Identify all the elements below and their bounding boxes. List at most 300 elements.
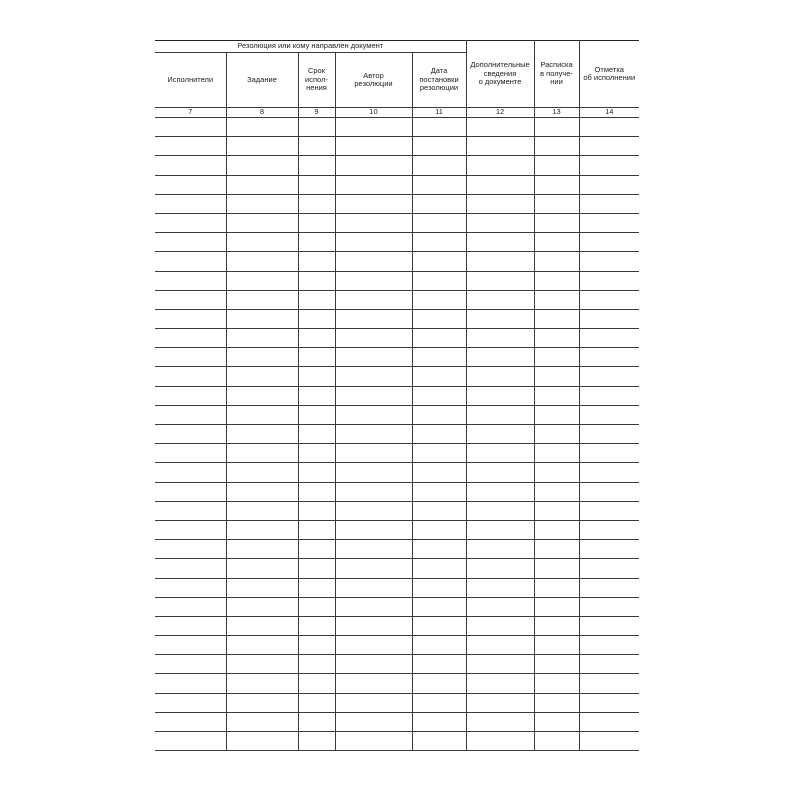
entry-cell-executors — [155, 213, 226, 232]
entry-cell-resolution_author — [335, 290, 412, 309]
entry-row — [155, 367, 639, 386]
entry-cell-completion_mark — [579, 252, 639, 271]
blank-entry-rows — [155, 118, 639, 751]
entry-cell-task — [226, 578, 298, 597]
entry-cell-deadline — [298, 213, 335, 232]
header-resolution-date — [412, 53, 466, 108]
entry-cell-task — [226, 674, 298, 693]
entry-cell-resolution_date — [412, 156, 466, 175]
entry-cell-resolution_author — [335, 348, 412, 367]
column-number: 14 — [579, 108, 639, 118]
entry-cell-deadline — [298, 290, 335, 309]
header-label: Срок испол- нения — [305, 66, 328, 93]
header-label: Расписка в получе- нии — [540, 60, 573, 87]
entry-cell-task — [226, 616, 298, 635]
entry-cell-executors — [155, 252, 226, 271]
entry-cell-receipt — [534, 540, 579, 559]
entry-cell-resolution_author — [335, 137, 412, 156]
entry-cell-receipt — [534, 175, 579, 194]
entry-cell-executors — [155, 348, 226, 367]
entry-cell-additional_info — [466, 501, 534, 520]
entry-cell-resolution_date — [412, 252, 466, 271]
entry-cell-completion_mark — [579, 329, 639, 348]
entry-cell-deadline — [298, 425, 335, 444]
entry-row — [155, 213, 639, 232]
column-number: 7 — [155, 108, 226, 118]
entry-cell-receipt — [534, 674, 579, 693]
entry-cell-resolution_date — [412, 444, 466, 463]
entry-cell-task — [226, 444, 298, 463]
entry-row — [155, 712, 639, 731]
entry-cell-receipt — [534, 348, 579, 367]
entry-cell-resolution_date — [412, 175, 466, 194]
entry-cell-resolution_author — [335, 463, 412, 482]
entry-cell-completion_mark — [579, 732, 639, 751]
entry-cell-executors — [155, 386, 226, 405]
entry-row — [155, 156, 639, 175]
entry-cell-resolution_date — [412, 520, 466, 539]
entry-cell-receipt — [534, 655, 579, 674]
entry-cell-executors — [155, 559, 226, 578]
entry-cell-executors — [155, 674, 226, 693]
entry-cell-executors — [155, 175, 226, 194]
entry-cell-deadline — [298, 309, 335, 328]
entry-cell-receipt — [534, 118, 579, 137]
entry-cell-resolution_author — [335, 367, 412, 386]
entry-row — [155, 693, 639, 712]
entry-cell-executors — [155, 540, 226, 559]
entry-cell-additional_info — [466, 597, 534, 616]
entry-cell-resolution_date — [412, 655, 466, 674]
entry-cell-task — [226, 348, 298, 367]
entry-cell-task — [226, 463, 298, 482]
entry-cell-additional_info — [466, 405, 534, 424]
entry-cell-completion_mark — [579, 712, 639, 731]
entry-cell-task — [226, 194, 298, 213]
entry-cell-completion_mark — [579, 386, 639, 405]
column-number: 10 — [335, 108, 412, 118]
entry-cell-completion_mark — [579, 616, 639, 635]
entry-cell-receipt — [534, 309, 579, 328]
entry-cell-resolution_date — [412, 693, 466, 712]
entry-row — [155, 463, 639, 482]
header-executors — [155, 53, 226, 108]
entry-cell-resolution_author — [335, 674, 412, 693]
entry-row — [155, 252, 639, 271]
entry-cell-additional_info — [466, 213, 534, 232]
entry-cell-deadline — [298, 118, 335, 137]
entry-cell-resolution_author — [335, 175, 412, 194]
entry-cell-resolution_author — [335, 636, 412, 655]
entry-cell-resolution_date — [412, 425, 466, 444]
entry-cell-additional_info — [466, 444, 534, 463]
entry-cell-deadline — [298, 233, 335, 252]
entry-row — [155, 309, 639, 328]
entry-cell-task — [226, 290, 298, 309]
entry-cell-receipt — [534, 520, 579, 539]
entry-cell-resolution_date — [412, 367, 466, 386]
entry-cell-deadline — [298, 674, 335, 693]
entry-cell-deadline — [298, 540, 335, 559]
entry-cell-resolution_author — [335, 712, 412, 731]
entry-cell-task — [226, 156, 298, 175]
entry-row — [155, 233, 639, 252]
entry-cell-receipt — [534, 482, 579, 501]
entry-cell-deadline — [298, 252, 335, 271]
entry-cell-additional_info — [466, 616, 534, 635]
entry-cell-receipt — [534, 156, 579, 175]
entry-cell-resolution_date — [412, 271, 466, 290]
entry-cell-task — [226, 271, 298, 290]
column-number: 11 — [412, 108, 466, 118]
entry-cell-receipt — [534, 271, 579, 290]
entry-cell-additional_info — [466, 194, 534, 213]
entry-cell-additional_info — [466, 712, 534, 731]
entry-cell-executors — [155, 636, 226, 655]
entry-row — [155, 348, 639, 367]
entry-cell-receipt — [534, 367, 579, 386]
entry-cell-task — [226, 482, 298, 501]
entry-cell-resolution_date — [412, 674, 466, 693]
entry-cell-additional_info — [466, 290, 534, 309]
entry-cell-receipt — [534, 636, 579, 655]
entry-row — [155, 616, 639, 635]
column-number: 9 — [298, 108, 335, 118]
entry-cell-receipt — [534, 463, 579, 482]
entry-cell-deadline — [298, 578, 335, 597]
entry-cell-executors — [155, 693, 226, 712]
entry-row — [155, 732, 639, 751]
header-label: Отметка об исполнении — [583, 64, 636, 82]
entry-cell-task — [226, 501, 298, 520]
entry-cell-executors — [155, 329, 226, 348]
entry-cell-completion_mark — [579, 137, 639, 156]
entry-cell-completion_mark — [579, 520, 639, 539]
entry-cell-additional_info — [466, 636, 534, 655]
entry-row — [155, 386, 639, 405]
entry-cell-additional_info — [466, 482, 534, 501]
entry-cell-receipt — [534, 194, 579, 213]
entry-cell-task — [226, 213, 298, 232]
entry-cell-resolution_author — [335, 118, 412, 137]
registration-form-page — [155, 40, 639, 751]
entry-cell-resolution_date — [412, 405, 466, 424]
entry-cell-executors — [155, 137, 226, 156]
entry-cell-resolution_date — [412, 309, 466, 328]
entry-cell-resolution_date — [412, 712, 466, 731]
entry-cell-executors — [155, 482, 226, 501]
entry-cell-deadline — [298, 732, 335, 751]
entry-cell-completion_mark — [579, 444, 639, 463]
entry-cell-completion_mark — [579, 463, 639, 482]
entry-cell-additional_info — [466, 309, 534, 328]
entry-cell-additional_info — [466, 175, 534, 194]
entry-cell-resolution_author — [335, 578, 412, 597]
entry-cell-task — [226, 712, 298, 731]
entry-cell-deadline — [298, 693, 335, 712]
entry-cell-deadline — [298, 175, 335, 194]
entry-cell-resolution_date — [412, 233, 466, 252]
entry-cell-resolution_date — [412, 463, 466, 482]
entry-cell-deadline — [298, 501, 335, 520]
entry-cell-task — [226, 655, 298, 674]
entry-cell-additional_info — [466, 520, 534, 539]
entry-cell-receipt — [534, 732, 579, 751]
entry-cell-additional_info — [466, 118, 534, 137]
entry-cell-executors — [155, 712, 226, 731]
entry-cell-completion_mark — [579, 213, 639, 232]
entry-cell-resolution_date — [412, 597, 466, 616]
entry-cell-receipt — [534, 405, 579, 424]
entry-cell-additional_info — [466, 386, 534, 405]
entry-cell-resolution_author — [335, 540, 412, 559]
entry-cell-executors — [155, 118, 226, 137]
entry-cell-resolution_author — [335, 252, 412, 271]
entry-cell-resolution_author — [335, 309, 412, 328]
entry-cell-executors — [155, 578, 226, 597]
entry-cell-completion_mark — [579, 118, 639, 137]
entry-cell-executors — [155, 194, 226, 213]
entry-cell-resolution_date — [412, 118, 466, 137]
entry-cell-additional_info — [466, 252, 534, 271]
entry-cell-deadline — [298, 597, 335, 616]
entry-cell-completion_mark — [579, 540, 639, 559]
entry-cell-resolution_author — [335, 271, 412, 290]
entry-row — [155, 674, 639, 693]
entry-cell-deadline — [298, 405, 335, 424]
header-label: Автор резолюции — [354, 70, 393, 88]
column-number: 12 — [466, 108, 534, 118]
entry-cell-resolution_author — [335, 156, 412, 175]
entry-cell-deadline — [298, 137, 335, 156]
entry-cell-additional_info — [466, 367, 534, 386]
entry-cell-receipt — [534, 213, 579, 232]
entry-cell-deadline — [298, 616, 335, 635]
entry-row — [155, 655, 639, 674]
entry-cell-completion_mark — [579, 156, 639, 175]
entry-cell-resolution_author — [335, 501, 412, 520]
entry-cell-task — [226, 252, 298, 271]
entry-cell-receipt — [534, 616, 579, 635]
entry-cell-resolution_date — [412, 732, 466, 751]
entry-cell-deadline — [298, 655, 335, 674]
entry-cell-receipt — [534, 444, 579, 463]
entry-cell-executors — [155, 233, 226, 252]
entry-cell-executors — [155, 501, 226, 520]
entry-row — [155, 194, 639, 213]
entry-cell-task — [226, 636, 298, 655]
entry-row — [155, 636, 639, 655]
entry-row — [155, 118, 639, 137]
entry-cell-additional_info — [466, 425, 534, 444]
entry-cell-additional_info — [466, 674, 534, 693]
entry-cell-resolution_date — [412, 501, 466, 520]
entry-cell-resolution_author — [335, 520, 412, 539]
entry-cell-deadline — [298, 463, 335, 482]
column-number: 8 — [226, 108, 298, 118]
entry-cell-resolution_author — [335, 482, 412, 501]
entry-cell-executors — [155, 425, 226, 444]
entry-cell-receipt — [534, 501, 579, 520]
entry-cell-resolution_date — [412, 386, 466, 405]
entry-cell-resolution_author — [335, 655, 412, 674]
entry-cell-receipt — [534, 233, 579, 252]
entry-cell-receipt — [534, 693, 579, 712]
entry-cell-executors — [155, 732, 226, 751]
entry-cell-resolution_date — [412, 290, 466, 309]
entry-cell-additional_info — [466, 693, 534, 712]
entry-cell-completion_mark — [579, 597, 639, 616]
entry-cell-completion_mark — [579, 501, 639, 520]
entry-cell-completion_mark — [579, 559, 639, 578]
entry-cell-completion_mark — [579, 693, 639, 712]
entry-cell-executors — [155, 520, 226, 539]
entry-cell-executors — [155, 271, 226, 290]
entry-cell-completion_mark — [579, 367, 639, 386]
header-resolution-author — [335, 53, 412, 108]
entry-cell-deadline — [298, 194, 335, 213]
entry-cell-deadline — [298, 367, 335, 386]
entry-cell-executors — [155, 444, 226, 463]
entry-cell-resolution_author — [335, 732, 412, 751]
entry-cell-completion_mark — [579, 290, 639, 309]
entry-cell-receipt — [534, 425, 579, 444]
entry-cell-task — [226, 367, 298, 386]
entry-cell-completion_mark — [579, 405, 639, 424]
entry-cell-task — [226, 425, 298, 444]
entry-cell-resolution_author — [335, 597, 412, 616]
entry-cell-executors — [155, 156, 226, 175]
entry-row — [155, 597, 639, 616]
entry-cell-task — [226, 137, 298, 156]
header-label: Дополнительные сведения о документе — [470, 60, 530, 87]
entry-row — [155, 425, 639, 444]
entry-cell-deadline — [298, 329, 335, 348]
entry-cell-resolution_date — [412, 348, 466, 367]
entry-cell-deadline — [298, 156, 335, 175]
document-register-table — [155, 40, 639, 751]
column-number-row — [155, 108, 639, 118]
entry-row — [155, 540, 639, 559]
entry-cell-task — [226, 540, 298, 559]
entry-cell-completion_mark — [579, 425, 639, 444]
entry-cell-completion_mark — [579, 194, 639, 213]
entry-cell-resolution_author — [335, 329, 412, 348]
header-task — [226, 53, 298, 108]
entry-cell-deadline — [298, 636, 335, 655]
entry-cell-executors — [155, 290, 226, 309]
entry-cell-resolution_author — [335, 213, 412, 232]
entry-cell-executors — [155, 367, 226, 386]
header-additional-info — [466, 41, 534, 108]
entry-cell-additional_info — [466, 137, 534, 156]
entry-cell-executors — [155, 463, 226, 482]
entry-cell-resolution_date — [412, 194, 466, 213]
entry-cell-deadline — [298, 712, 335, 731]
entry-cell-additional_info — [466, 732, 534, 751]
entry-cell-resolution_author — [335, 559, 412, 578]
entry-cell-task — [226, 386, 298, 405]
entry-cell-task — [226, 233, 298, 252]
entry-cell-task — [226, 732, 298, 751]
entry-cell-resolution_date — [412, 559, 466, 578]
entry-cell-additional_info — [466, 463, 534, 482]
entry-cell-additional_info — [466, 559, 534, 578]
column-number: 13 — [534, 108, 579, 118]
entry-cell-resolution_date — [412, 636, 466, 655]
entry-row — [155, 329, 639, 348]
entry-cell-resolution_date — [412, 578, 466, 597]
entry-cell-receipt — [534, 578, 579, 597]
entry-cell-resolution_author — [335, 233, 412, 252]
entry-cell-resolution_author — [335, 405, 412, 424]
entry-cell-completion_mark — [579, 233, 639, 252]
resolution-group-header: Резолюция или кому направлен документ — [155, 41, 466, 53]
entry-row — [155, 175, 639, 194]
entry-cell-completion_mark — [579, 348, 639, 367]
entry-cell-completion_mark — [579, 175, 639, 194]
entry-row — [155, 578, 639, 597]
entry-cell-resolution_date — [412, 482, 466, 501]
entry-cell-receipt — [534, 329, 579, 348]
entry-cell-receipt — [534, 712, 579, 731]
entry-row — [155, 405, 639, 424]
entry-cell-resolution_author — [335, 444, 412, 463]
entry-cell-receipt — [534, 597, 579, 616]
header-label: Задание — [247, 74, 277, 84]
entry-cell-executors — [155, 597, 226, 616]
entry-cell-task — [226, 118, 298, 137]
entry-cell-additional_info — [466, 156, 534, 175]
entry-row — [155, 444, 639, 463]
entry-cell-receipt — [534, 559, 579, 578]
entry-cell-receipt — [534, 386, 579, 405]
entry-cell-completion_mark — [579, 674, 639, 693]
entry-cell-resolution_author — [335, 693, 412, 712]
entry-cell-additional_info — [466, 329, 534, 348]
entry-cell-deadline — [298, 348, 335, 367]
entry-cell-additional_info — [466, 348, 534, 367]
header-completion-mark — [579, 41, 639, 108]
entry-cell-task — [226, 559, 298, 578]
entry-cell-task — [226, 405, 298, 424]
entry-cell-receipt — [534, 252, 579, 271]
entry-row — [155, 271, 639, 290]
entry-cell-task — [226, 693, 298, 712]
entry-cell-task — [226, 520, 298, 539]
entry-cell-task — [226, 175, 298, 194]
entry-row — [155, 501, 639, 520]
entry-row — [155, 290, 639, 309]
entry-cell-resolution_date — [412, 213, 466, 232]
header-deadline — [298, 53, 335, 108]
entry-row — [155, 482, 639, 501]
entry-cell-deadline — [298, 444, 335, 463]
header-receipt — [534, 41, 579, 108]
entry-cell-task — [226, 309, 298, 328]
entry-cell-additional_info — [466, 233, 534, 252]
entry-cell-additional_info — [466, 540, 534, 559]
entry-cell-receipt — [534, 290, 579, 309]
entry-cell-completion_mark — [579, 578, 639, 597]
entry-cell-completion_mark — [579, 482, 639, 501]
entry-cell-executors — [155, 655, 226, 674]
entry-cell-resolution_author — [335, 386, 412, 405]
entry-cell-completion_mark — [579, 636, 639, 655]
entry-cell-additional_info — [466, 578, 534, 597]
entry-cell-resolution_author — [335, 425, 412, 444]
entry-cell-resolution_date — [412, 616, 466, 635]
